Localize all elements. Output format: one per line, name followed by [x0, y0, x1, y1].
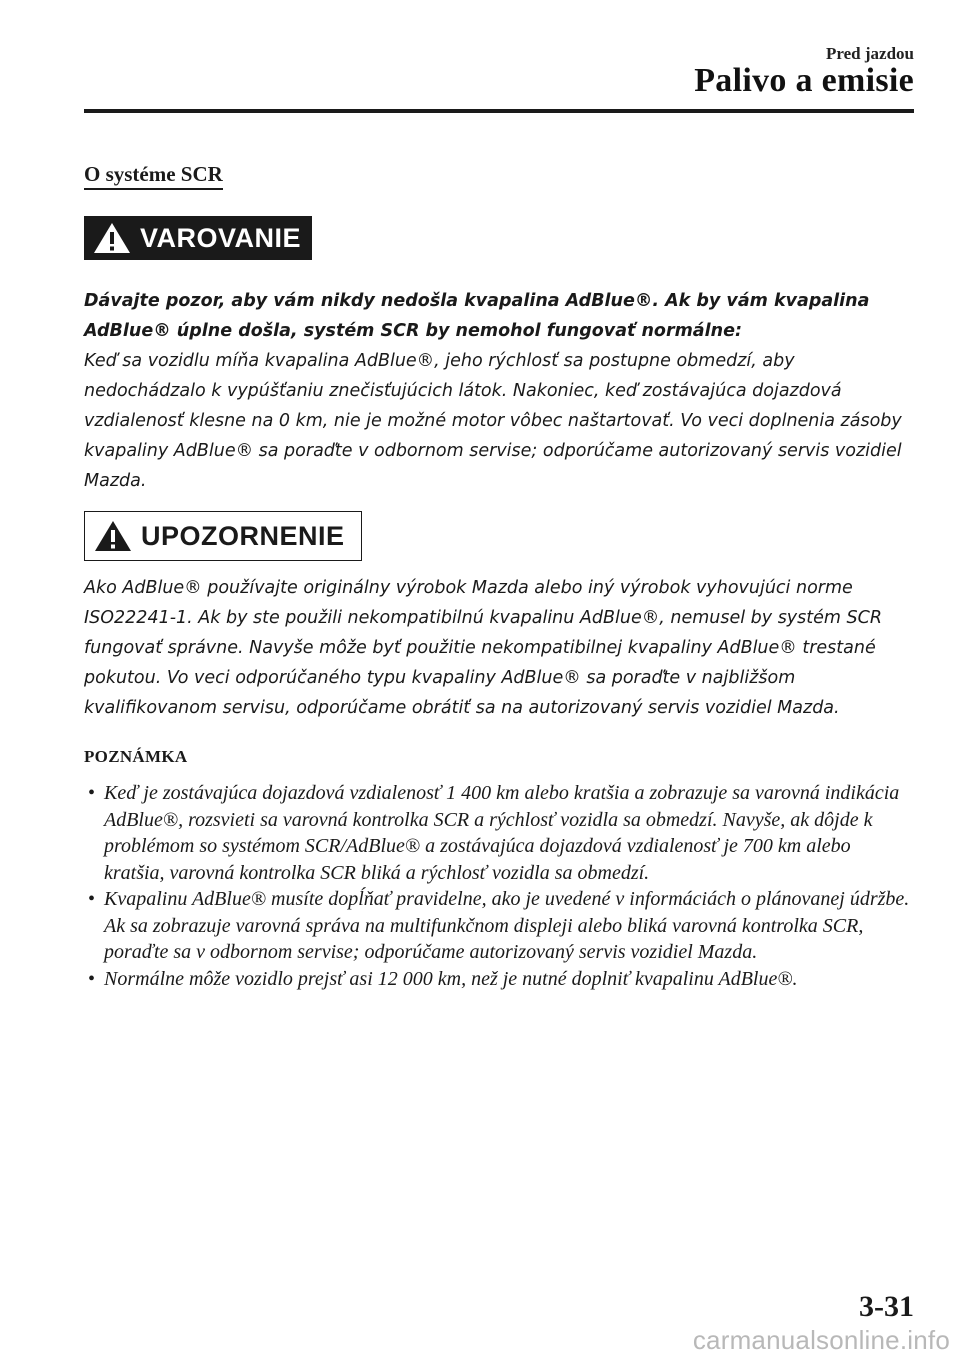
page-number: 3-31: [859, 1290, 914, 1323]
bullet: •: [88, 782, 96, 804]
warning-bold-text: Dávajte pozor, aby vám nikdy nedošla kvapalina AdBlue®. Ak by vám kvapalina AdBlue® úplne došla, systém SCR by nemohol fungovať normálne:: [84, 291, 870, 341]
bullet: •: [88, 888, 96, 910]
header-rule: [84, 109, 914, 113]
caution-body: [84, 573, 914, 723]
note-item-text: Normálne môže vozidlo prejsť asi 12 000 km, než je nutné doplniť kvapalinu AdBlue®.: [104, 967, 798, 990]
header-chapter: Pred jazdou: [826, 44, 914, 63]
warning-banner: [84, 216, 312, 260]
note-item-text: Kvapalinu AdBlue® musíte dopĺňať pravidelne, ako je uvedené v informáciách o plánovanej údržbe. Ak sa zobrazuje varovná správa na multifunkčnom displeji alebo bliká varovná kontrolka SCR, poraďte sa v odbornom servise; odporúčame autorizovaný servis vozidiel Mazda.: [104, 888, 910, 963]
caution-body-text: Ako AdBlue® používajte originálny výrobok Mazda alebo iný výrobok vyhovujúci norme ISO22241-1. Ak by ste použili nekompatibilnú kvapalinu AdBlue®, nemusel by systém SCR fungovať správne. Navyše môže byť použitie nekompatibilnej kvapaliny AdBlue® trestané pokutou. Vo veci odporúčaného typu kvapaliny AdBlue® sa poraďte v najbližšom kvalifikovanom servisu, odporúčame obrátiť sa na autorizovaný servis vozidiel Mazda.: [84, 578, 883, 718]
note-list: [84, 780, 914, 992]
caution-banner: [84, 511, 362, 561]
list-item: [84, 966, 914, 993]
warning-body: [84, 286, 914, 496]
watermark: carmanualsonline.info: [692, 1325, 950, 1355]
header-section-title: Palivo a emisie: [694, 62, 914, 99]
warning-triangle-icon: [93, 519, 133, 553]
note-item-text: Keď je zostávajúca dojazdová vzdialenosť 1 400 km alebo kratšia a zobrazuje sa varovná indikácia AdBlue®, rozsvieti sa varovná kontrolka SCR a rýchlosť vozidla sa obmedzí. Navyše, ak dôjde k problémom so systémom SCR/AdBlue® a zostávajúca dojazdová vzdialenosť je 700 km alebo kratšia, varovná kontrolka SCR bliká a rýchlosť vozidla sa obmedzí.: [104, 782, 900, 884]
note-title: POZNÁMKA: [84, 747, 188, 766]
warning-triangle-icon: [92, 221, 132, 255]
bullet: •: [88, 967, 96, 990]
warning-label: VAROVANIE: [140, 222, 302, 253]
section-title: O systéme SCR: [84, 162, 223, 190]
caution-label: UPOZORNENIE: [141, 520, 345, 551]
list-item: [84, 886, 914, 966]
list-item: [84, 780, 914, 886]
warning-body-text: Keď sa vozidlu míňa kvapalina AdBlue®, jeho rýchlosť sa postupne obmedzí, aby nedochádzalo k vypúšťaniu znečisťujúcich látok. Nakoniec, keď zostávajúca dojazdová vzdialenosť klesne na 0 km, nie je možné motor vôbec naštartovať. Vo veci doplnenia zásoby kvapaliny AdBlue® sa poraďte v odbornom servise; odporúčame autorizovaný servis vozidiel Mazda.: [84, 351, 902, 491]
